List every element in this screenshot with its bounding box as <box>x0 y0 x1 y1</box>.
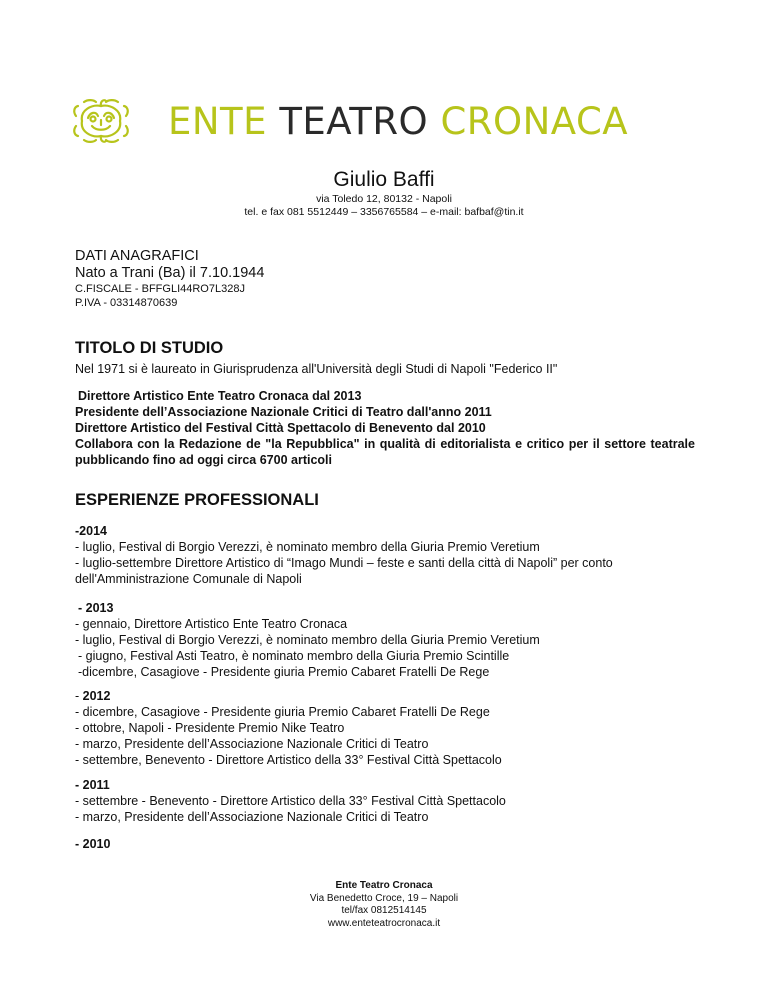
experience-item: - luglio, Festival di Borgio Verezzi, è nominato membro della Giuria Premio Veretium <box>75 633 540 647</box>
year-label: - 2010 <box>75 837 111 851</box>
person-contact-block <box>0 193 768 219</box>
footer-org: Ente Teatro Cronaca <box>335 880 433 891</box>
section-roles <box>75 388 695 468</box>
logo-word-teatro: TEATRO <box>279 99 429 143</box>
role-item: Direttore Artistico del Festival Città Spettacolo di Benevento dal 2010 <box>75 421 486 435</box>
year-label: - 2011 <box>75 778 110 792</box>
section-titolo-di-studio <box>75 339 695 377</box>
year-line <box>75 688 695 704</box>
experience-item: - gennaio, Direttore Artistico Ente Teatro Cronaca <box>75 617 348 631</box>
year-block-2014 <box>75 523 695 587</box>
experience-item: - marzo, Presidente dell’Associazione Nazionale Critici di Teatro <box>75 737 429 751</box>
year-block-2011 <box>75 777 695 825</box>
experience-item: - luglio-settembre Direttore Artistico di “Imago Mundi – feste e santi della città di Napoli” per conto dell'Amministrazione Comunale di Napoli <box>75 556 613 586</box>
year-label: -2014 <box>75 524 107 538</box>
ornamental-mask-icon <box>70 96 132 146</box>
anagrafici-heading: DATI ANAGRAFICI <box>75 248 199 264</box>
titolo-text: Nel 1971 si è laureato in Giurisprudenza all'Università degli Studi di Napoli "Federico II" <box>75 362 558 376</box>
role-item: Collabora con la Redazione de "la Repubblica" in qualità di editorialista e critico per il settore teatrale pubblicando fino ad oggi circa 6700 articoli <box>75 437 695 467</box>
experience-item: -dicembre, Casagiove - Presidente giuria Premio Cabaret Fratelli De Rege <box>78 665 490 679</box>
year-label: - 2013 <box>78 601 114 615</box>
logo-wordmark <box>168 100 628 143</box>
person-name: Giulio Baffi <box>333 168 435 191</box>
person-contacts: tel. e fax 081 5512449 – 3356765584 – e-mail: bafbaf@tin.it <box>244 206 524 218</box>
year-dash: - <box>75 689 83 703</box>
year-block-2012 <box>75 688 695 768</box>
role-item: Presidente dell’Associazione Nazionale Critici di Teatro dall'anno 2011 <box>75 405 492 419</box>
experience-item: - ottobre, Napoli - Presidente Premio Nike Teatro <box>75 721 345 735</box>
anagrafici-vat: P.IVA - 03314870639 <box>75 297 178 309</box>
anagrafici-fiscal-code: C.FISCALE - BFFGLI44RO7L328J <box>75 283 245 295</box>
person-address: via Toledo 12, 80132 - Napoli <box>316 193 452 205</box>
experience-item: - luglio, Festival di Borgio Verezzi, è nominato membro della Giuria Premio Veretium <box>75 540 540 554</box>
experience-item: - settembre - Benevento - Direttore Artistico della 33° Festival Città Spettacolo <box>75 794 506 808</box>
esperienze-heading: ESPERIENZE PROFESSIONALI <box>75 491 319 509</box>
letterhead-footer <box>0 880 768 930</box>
role-item: Direttore Artistico Ente Teatro Cronaca dal 2013 <box>78 389 362 403</box>
footer-tel: tel/fax 0812514145 <box>341 905 427 916</box>
experience-item: - settembre, Benevento - Direttore Artistico della 33° Festival Città Spettacolo <box>75 753 502 767</box>
year-block-2013 <box>75 600 695 680</box>
year-label: 2012 <box>82 689 111 703</box>
logo-word-ente: ENTE <box>168 99 268 143</box>
year-block-2010 <box>75 836 695 852</box>
anagrafici-birth: Nato a Trani (Ba) il 7.10.1944 <box>75 265 265 281</box>
experience-item: - giugno, Festival Asti Teatro, è nominato membro della Giuria Premio Scintille <box>78 649 510 663</box>
experience-item: - dicembre, Casagiove - Presidente giuria Premio Cabaret Fratelli De Rege <box>75 705 490 719</box>
experience-item: - marzo, Presidente dell’Associazione Nazionale Critici di Teatro <box>75 810 429 824</box>
logo-word-cronaca: CRONACA <box>440 99 629 143</box>
titolo-heading: TITOLO DI STUDIO <box>75 339 224 357</box>
section-dati-anagrafici <box>75 248 695 310</box>
footer-address: Via Benedetto Croce, 19 – Napoli <box>309 892 459 904</box>
letterhead-logo <box>70 96 628 146</box>
footer-website: www.enteteatrocronaca.it <box>327 917 441 929</box>
